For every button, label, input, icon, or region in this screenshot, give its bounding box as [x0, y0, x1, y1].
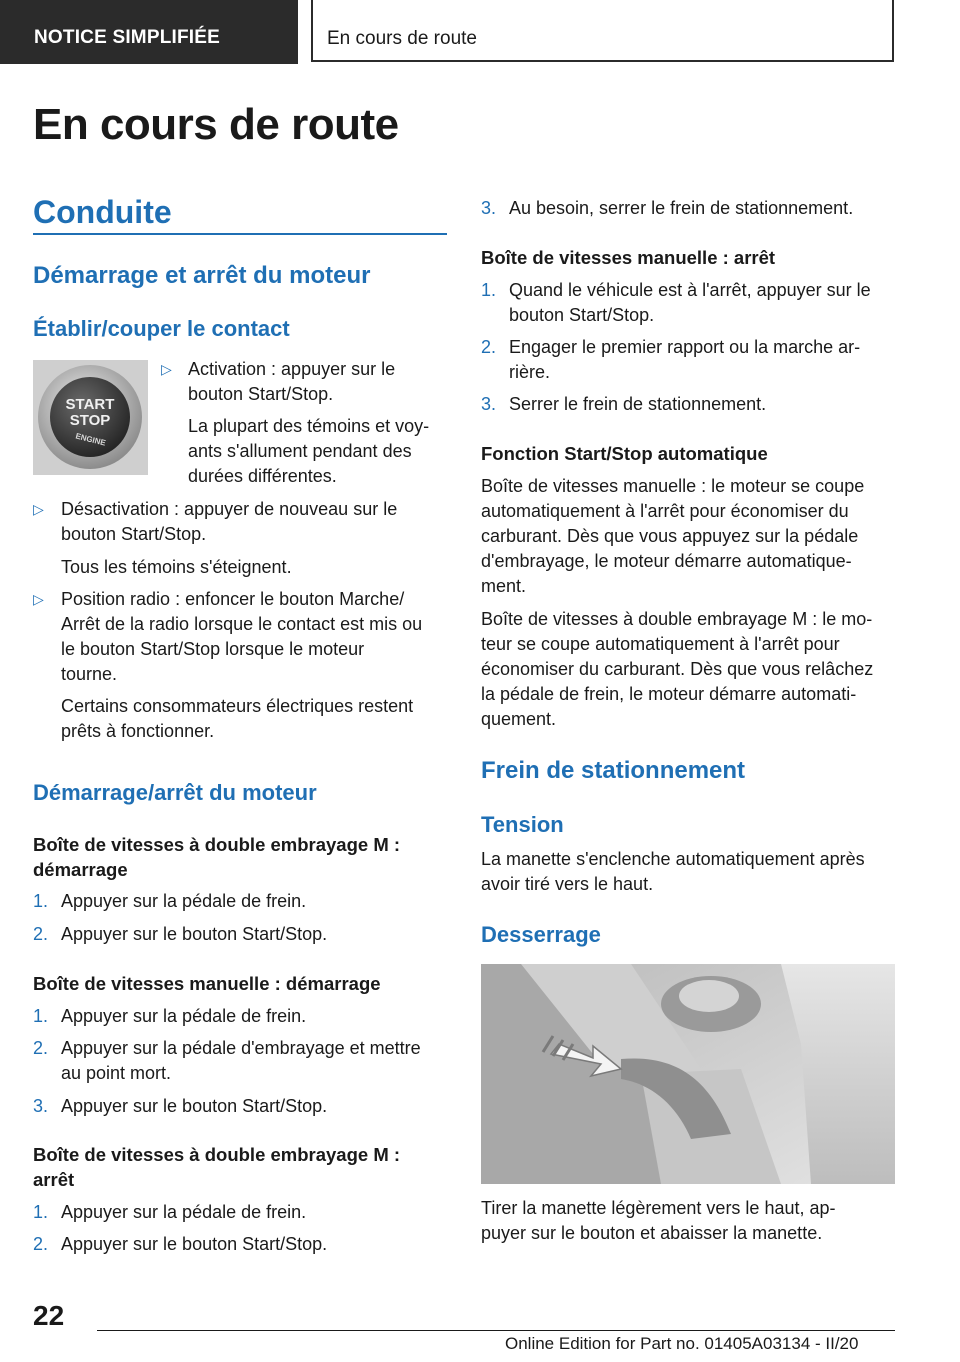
- manual-stop-step: Serrer le frein de stationnement.: [509, 394, 767, 414]
- auto-ss-para2: économiser du carburant. Dès que vous relâchez: [481, 659, 874, 679]
- auto-ss-para1: carburant. Dès que vous appuyez sur la pédale: [481, 526, 859, 546]
- step-number: 3.: [481, 198, 497, 218]
- header-section-label: NOTICE SIMPLIFIÉE: [34, 27, 221, 48]
- page-title: En cours de route: [33, 100, 399, 149]
- auto-ss-para2: Boîte de vitesses à double embrayage M : le mo-: [481, 609, 873, 629]
- manual-stop-step: Quand le véhicule est à l'arrêt, appuyer sur le: [509, 280, 871, 300]
- dct-stop-title: arrêt: [33, 1169, 75, 1190]
- footer-rule: [97, 1330, 895, 1331]
- step-number: 2.: [481, 337, 497, 357]
- dct-start-step: Appuyer sur le bouton Start/Stop.: [61, 924, 328, 944]
- manual-start-title: Boîte de vitesses manuelle : démarrage: [33, 973, 381, 994]
- tension-text: La manette s'enclenche automatiquement après: [481, 849, 865, 869]
- activation-sub: durées différentes.: [188, 466, 337, 486]
- activation-line: bouton Start/Stop.: [188, 384, 334, 404]
- step-number: 2.: [33, 1234, 49, 1254]
- header-section-tab: [0, 0, 298, 64]
- heading-desserrage: Desserrage: [481, 922, 601, 947]
- radio-sub: prêts à fonctionner.: [61, 721, 215, 741]
- start-label: START: [65, 396, 115, 413]
- radio-line: Position radio : enfoncer le bouton Marche/: [61, 589, 405, 609]
- auto-ss-para1: Boîte de vitesses manuelle : le moteur se coupe: [481, 476, 865, 496]
- desactivation-line: bouton Start/Stop.: [61, 524, 207, 544]
- desserrage-text: puyer sur le bouton et abaisser la manette.: [481, 1223, 823, 1243]
- step-number: 2.: [33, 924, 49, 944]
- handbrake-image: [481, 964, 895, 1184]
- auto-ss-para1: ment.: [481, 576, 527, 596]
- auto-ss-para2: quement.: [481, 709, 557, 729]
- dct-stop-title: Boîte de vitesses à double embrayage M :: [33, 1144, 401, 1165]
- heading-tension: Tension: [481, 812, 564, 837]
- dct-start-title: démarrage: [33, 859, 128, 880]
- heading-contact: Établir/couper le contact: [33, 316, 290, 341]
- manual-start-step: Appuyer sur la pédale de frein.: [61, 1006, 307, 1026]
- dct-stop-step: Appuyer sur la pédale de frein.: [61, 1202, 307, 1222]
- desactivation-sub: Tous les témoins s'éteignent.: [61, 557, 292, 577]
- stop-label: STOP: [69, 412, 111, 429]
- desserrage-text: Tirer la manette légèrement vers le haut, ap-: [481, 1198, 836, 1218]
- dct-stop-step: Au besoin, serrer le frein de stationnement.: [509, 198, 854, 218]
- step-number: 1.: [33, 891, 49, 911]
- auto-ss-para2: la pédale de frein, le moteur démarre automati-: [481, 684, 857, 704]
- radio-sub: Certains consommateurs électriques restent: [61, 696, 414, 716]
- dct-stop-step: Appuyer sur le bouton Start/Stop.: [61, 1234, 328, 1254]
- engine-label: ENGINE: [74, 431, 107, 448]
- header-chapter-box: [311, 0, 894, 62]
- header-chapter-label: En cours de route: [327, 28, 477, 49]
- manual-stop-step: bouton Start/Stop.: [509, 305, 655, 325]
- bullet-icon: ▷: [161, 361, 172, 377]
- start-stop-button-image: [33, 360, 148, 475]
- footer-edition: Online Edition for Part no. 01405A03134 - II/20: [505, 1334, 859, 1353]
- manual-start-step: au point mort.: [61, 1063, 172, 1083]
- manual-start-step: Appuyer sur le bouton Start/Stop.: [61, 1096, 328, 1116]
- handbrake-illustration-icon: [481, 964, 895, 1184]
- auto-ss-para1: automatiquement à l'arrêt pour économiser du: [481, 501, 849, 521]
- manual-stop-step: Engager le premier rapport ou la marche ar-: [509, 337, 861, 357]
- auto-ss-para1: d'embrayage, le moteur démarre automatique-: [481, 551, 852, 571]
- heading-moteur: Démarrage/arrêt du moteur: [33, 780, 317, 805]
- step-number: 1.: [33, 1006, 49, 1026]
- tension-text: avoir tiré vers le haut.: [481, 874, 654, 894]
- auto-start-stop-title: Fonction Start/Stop automatique: [481, 443, 768, 464]
- heading-rule: [33, 233, 447, 235]
- step-number: 3.: [33, 1096, 49, 1116]
- bullet-icon: ▷: [33, 501, 44, 517]
- manual-stop-step: rière.: [509, 362, 551, 382]
- radio-line: tourne.: [61, 664, 118, 684]
- dct-start-title: Boîte de vitesses à double embrayage M :: [33, 834, 401, 855]
- radio-line: le bouton Start/Stop lorsque le moteur: [61, 639, 365, 659]
- manual-start-step: Appuyer sur la pédale d'embrayage et mettre: [61, 1038, 421, 1058]
- desactivation-line: Désactivation : appuyer de nouveau sur le: [61, 499, 398, 519]
- page-number: 22: [33, 1300, 65, 1331]
- step-number: 1.: [481, 280, 497, 300]
- heading-frein: Frein de stationnement: [481, 757, 746, 784]
- heading-conduite: Conduite: [33, 194, 172, 230]
- activation-sub: ants s'allument pendant des: [188, 441, 412, 461]
- step-number: 1.: [33, 1202, 49, 1222]
- bullet-icon: ▷: [33, 591, 44, 607]
- step-number: 2.: [33, 1038, 49, 1058]
- activation-line: Activation : appuyer sur le: [188, 359, 396, 379]
- heading-demarrage-arret: Démarrage et arrêt du moteur: [33, 262, 371, 289]
- manual-stop-title: Boîte de vitesses manuelle : arrêt: [481, 247, 776, 268]
- step-number: 3.: [481, 394, 497, 414]
- dct-start-step: Appuyer sur la pédale de frein.: [61, 891, 307, 911]
- auto-ss-para2: teur se coupe automatiquement à l'arrêt pour: [481, 634, 840, 654]
- activation-sub: La plupart des témoins et voy-: [188, 416, 430, 436]
- radio-line: Arrêt de la radio lorsque le contact est mis ou: [61, 614, 423, 634]
- start-stop-button-icon: [33, 360, 148, 475]
